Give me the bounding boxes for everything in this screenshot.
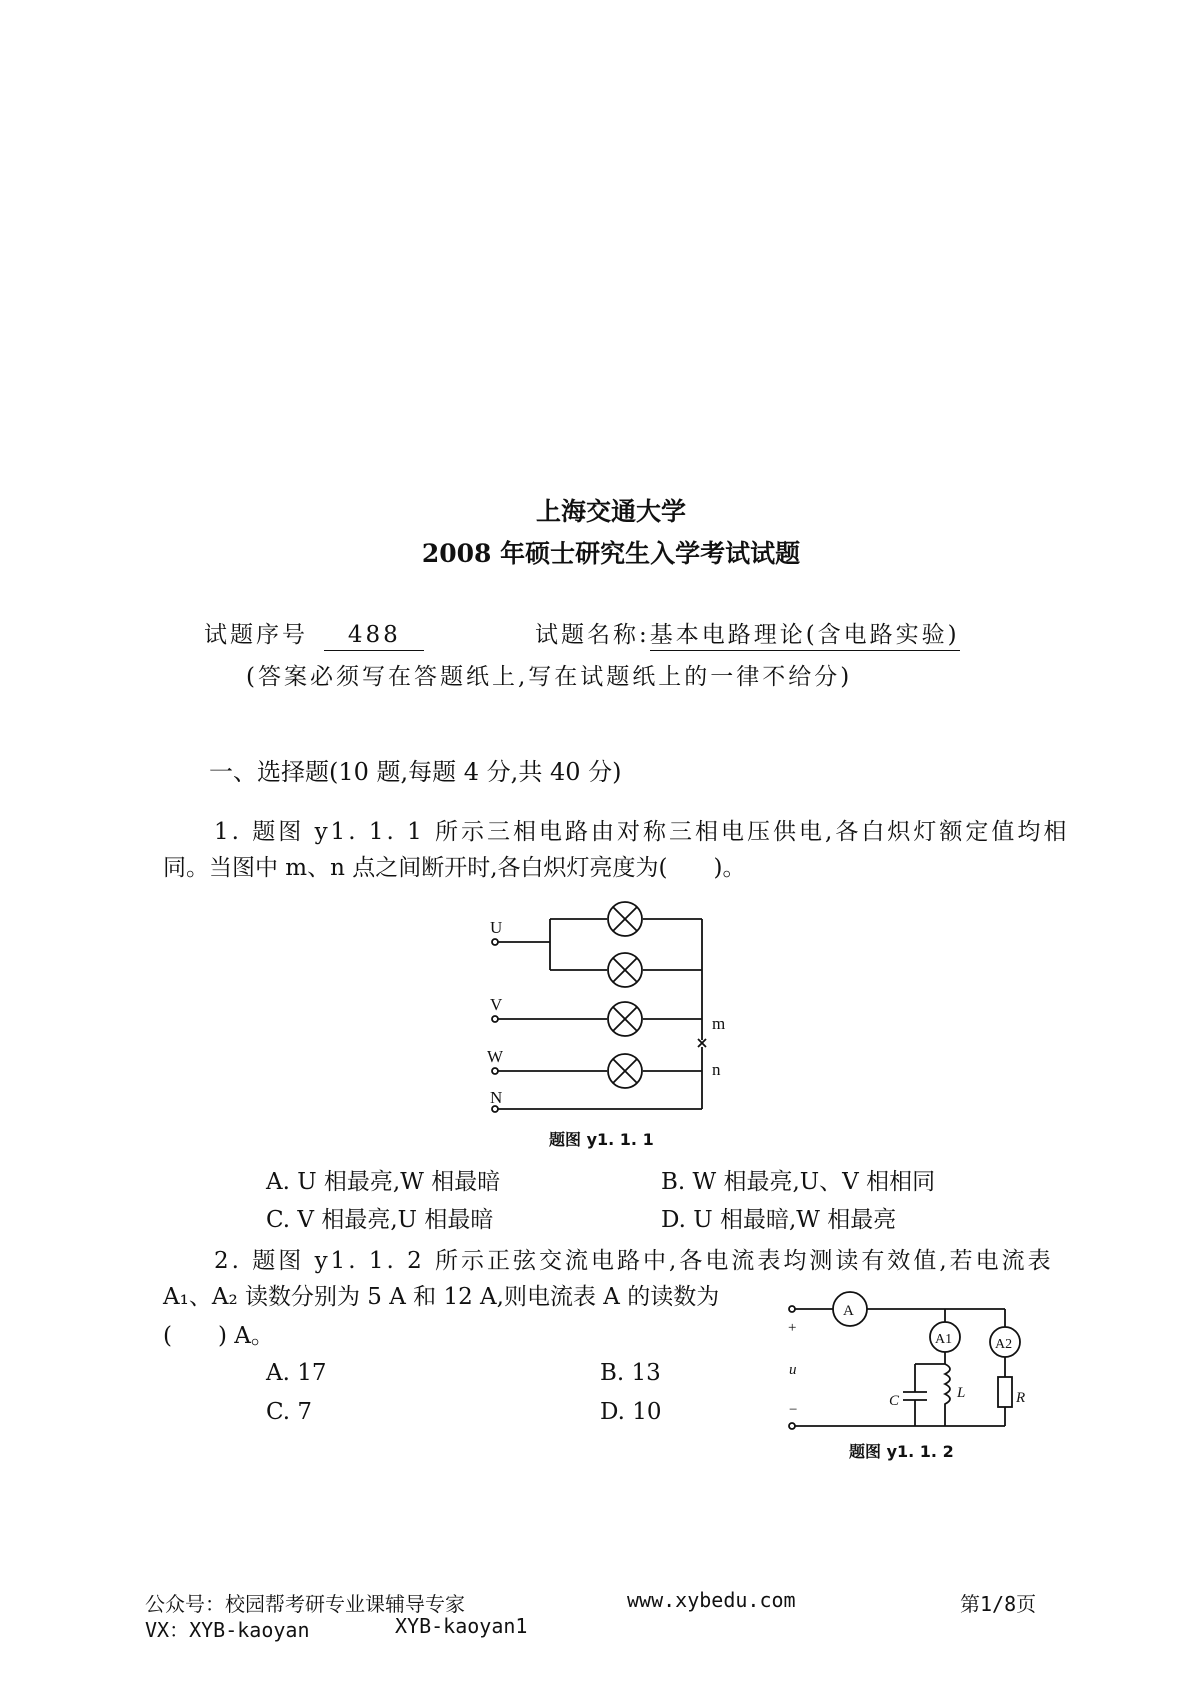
university-title: 上海交通大学 <box>535 497 686 526</box>
label-r: R <box>1016 1390 1026 1406</box>
label-u: U <box>490 918 503 937</box>
label-minus: − <box>789 1402 798 1418</box>
q2-option-a: A. 17 <box>266 1360 327 1386</box>
q1-line2: 同。当图中 m、n 点之间断开时,各白炽灯亮度为( )。 <box>163 855 746 881</box>
serial-value: 488 <box>324 620 424 651</box>
footer-page-number: 第1/8页 <box>960 1592 1037 1616</box>
exam-title: 2008 年硕士研究生入学考试试题 <box>421 539 801 568</box>
q1-option-d: D. U 相最暗,W 相最亮 <box>661 1207 897 1233</box>
section-heading: 一、选择题(10 题,每题 4 分,共 40 分) <box>209 758 622 786</box>
label-v: V <box>490 995 503 1014</box>
figure-1-caption: 题图 y1. 1. 1 <box>549 1130 654 1149</box>
q2-line3: ( ) A。 <box>163 1323 274 1349</box>
q1-option-c: C. V 相最亮,U 相最暗 <box>266 1207 494 1233</box>
exam-info-row <box>204 620 960 651</box>
notice: (答案必须写在答题纸上,写在试题纸上的一律不给分) <box>246 664 853 690</box>
q2-line2: A₁、A₂ 读数分别为 5 A 和 12 A,则电流表 A 的读数为 <box>163 1284 720 1310</box>
label-n-terminal: N <box>490 1088 503 1107</box>
name-value: 基本电路理论(含电路实验) <box>650 620 960 651</box>
label-a2: A2 <box>995 1337 1013 1352</box>
name-label: 试题名称: <box>534 622 650 648</box>
q2-line1: 2. 题图 y1. 1. 2 所示正弦交流电路中,各电流表均测读有效值,若电流表 <box>214 1248 1054 1274</box>
q1-option-b: B. W 相最亮,U、V 相相同 <box>661 1169 936 1195</box>
q2-option-c: C. 7 <box>266 1399 313 1425</box>
q1-option-a: A. U 相最亮,W 相最暗 <box>266 1169 501 1195</box>
label-l: L <box>957 1385 966 1401</box>
label-a: A <box>843 1303 854 1319</box>
q2-option-b: B. 13 <box>600 1360 661 1386</box>
label-u: u <box>789 1362 797 1378</box>
footer-vx: VX：XYB-kaoyan <box>145 1618 310 1642</box>
q2-option-d: D. 10 <box>600 1399 662 1425</box>
footer-wechat-public: 公众号：校园帮考研专业课辅导专家 <box>145 1592 465 1616</box>
q1-line1: 1. 题图 y1. 1. 1 所示三相电路由对称三相电压供电,各白炽灯额定值均相 <box>214 819 1070 845</box>
label-plus: + <box>788 1320 797 1336</box>
circuit-figure-2 <box>785 1280 1035 1430</box>
label-w: W <box>487 1047 504 1066</box>
label-a1: A1 <box>935 1332 953 1347</box>
serial-label: 试题序号 <box>204 622 308 648</box>
figure-2-caption: 题图 y1. 1. 2 <box>849 1442 954 1461</box>
label-n: n <box>712 1060 721 1079</box>
label-c: C <box>889 1393 900 1409</box>
label-m: m <box>712 1014 726 1033</box>
circuit-figure-1 <box>480 905 740 1125</box>
lamp-icon <box>608 902 642 1088</box>
footer-vx2: XYB-kaoyan1 <box>395 1614 528 1638</box>
footer-website[interactable]: www.xybedu.com <box>627 1588 796 1612</box>
